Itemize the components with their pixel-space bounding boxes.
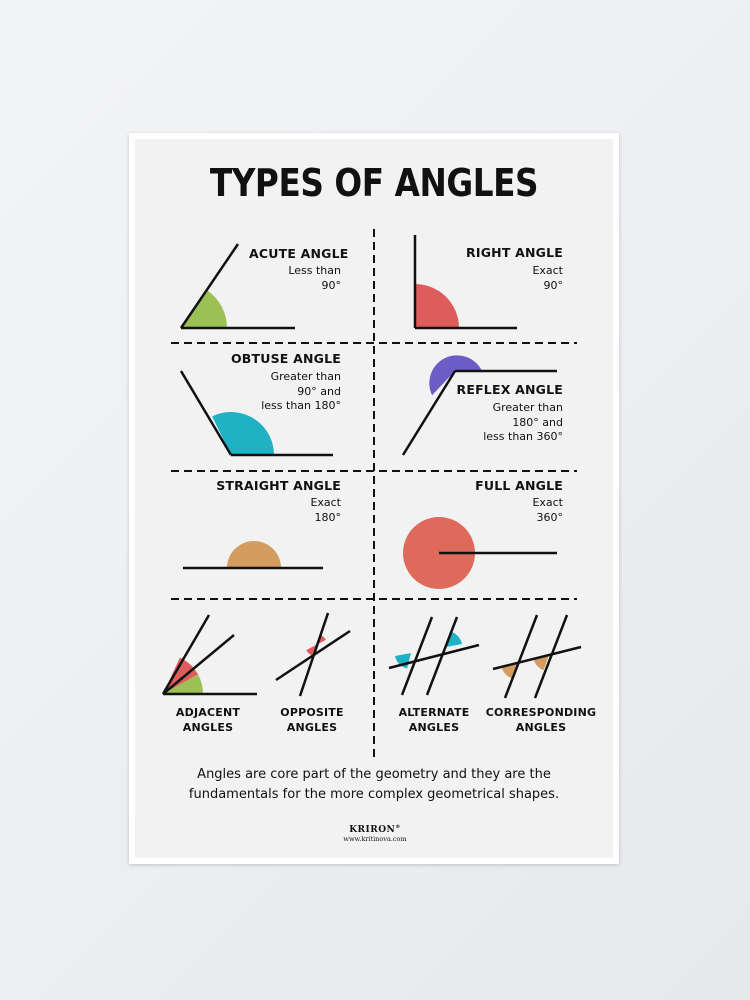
adjacent-angles-label-line-2: ANGLES bbox=[182, 721, 234, 734]
obtuse-angle-desc-line-1: Greater than bbox=[270, 370, 341, 383]
obtuse-angle-arc bbox=[212, 412, 274, 455]
opposite-angles-label bbox=[267, 705, 357, 735]
straight-angle-desc-line-2: 180° bbox=[314, 510, 341, 524]
obtuse-angle-desc-line-2: 90° and bbox=[297, 384, 341, 398]
full-angle-figure bbox=[403, 517, 557, 589]
poster-frame bbox=[129, 133, 619, 864]
divider-lines bbox=[171, 229, 577, 761]
acute-angle-desc-line-2: 90° bbox=[321, 278, 341, 292]
full-angle-desc-line-1: Exact bbox=[532, 496, 563, 509]
adjacent-angles-label-line-1: ADJACENT bbox=[175, 706, 241, 719]
straight-angle-figure bbox=[183, 541, 323, 568]
straight-angle-title: STRAIGHT ANGLE bbox=[216, 478, 341, 493]
adjacent-angles-figure bbox=[163, 615, 257, 694]
alternate-angles-label-line-2: ANGLES bbox=[408, 721, 460, 734]
corresponding-angles-label bbox=[481, 705, 601, 735]
reflex-angle-desc-line-3: less than 360° bbox=[483, 430, 563, 443]
right-angle-title: RIGHT ANGLE bbox=[466, 245, 563, 260]
corresponding-angles-label-line-1: CORRESPONDING bbox=[485, 706, 597, 719]
poster-title: TYPES OF ANGLES bbox=[209, 161, 539, 205]
full-angle-title: FULL ANGLE bbox=[475, 478, 563, 493]
adjacent-angles-label bbox=[163, 705, 253, 735]
opposite-angles-label-line-1: OPPOSITE bbox=[280, 706, 344, 719]
straight-angle-desc-line-1: Exact bbox=[310, 496, 341, 509]
opposite-angles-label-line-2: ANGLES bbox=[286, 721, 338, 734]
right-angle-arc bbox=[415, 284, 459, 328]
alternate-angles-label bbox=[389, 705, 479, 735]
obtuse-angle-desc bbox=[261, 370, 341, 414]
opposite-angles-figure bbox=[276, 613, 350, 696]
caption-line-1: Angles are core part of the geometry and they are the bbox=[197, 767, 551, 782]
right-angle-desc bbox=[532, 264, 563, 293]
straight-angle-arc bbox=[227, 541, 281, 568]
brand-registered-mark: ® bbox=[395, 824, 401, 830]
reflex-angle-title: REFLEX ANGLE bbox=[456, 382, 563, 397]
alternate-angles-label-line-1: ALTERNATE bbox=[398, 706, 470, 719]
poster bbox=[135, 139, 613, 858]
alternate-angles-figure bbox=[389, 617, 479, 695]
brand-name-text: KRIRON bbox=[349, 825, 396, 835]
opposite-line-2 bbox=[300, 613, 328, 696]
reflex-angle-desc-line-1: Greater than bbox=[492, 401, 563, 414]
corresponding-transversal bbox=[493, 647, 581, 669]
acute-angle-desc bbox=[288, 264, 341, 293]
obtuse-angle-desc-line-3: less than 180° bbox=[261, 399, 341, 412]
acute-angle-desc-line-1: Less than bbox=[288, 264, 341, 277]
brand-logo bbox=[325, 822, 425, 843]
obtuse-angle-title: OBTUSE ANGLE bbox=[230, 351, 341, 366]
caption bbox=[155, 765, 593, 805]
corresponding-parallel-1 bbox=[505, 615, 537, 698]
full-angle-desc bbox=[532, 496, 563, 525]
reflex-angle-ray-2 bbox=[403, 371, 455, 455]
right-angle-desc-line-1: Exact bbox=[532, 264, 563, 277]
straight-angle-desc bbox=[310, 496, 341, 525]
corresponding-angles-figure bbox=[493, 615, 581, 698]
caption-line-2: fundamentals for the more complex geometrical shapes. bbox=[188, 787, 560, 802]
corresponding-angles-label-line-2: ANGLES bbox=[515, 721, 567, 734]
reflex-angle-desc bbox=[483, 401, 563, 445]
right-angle-desc-line-2: 90° bbox=[543, 278, 563, 292]
brand-name bbox=[325, 822, 425, 835]
acute-angle-title: ACUTE ANGLE bbox=[249, 246, 349, 261]
brand-url: www.kritinova.com bbox=[343, 835, 407, 843]
reflex-angle-desc-line-2: 180° and bbox=[512, 415, 563, 429]
full-angle-desc-line-2: 360° bbox=[536, 510, 563, 524]
